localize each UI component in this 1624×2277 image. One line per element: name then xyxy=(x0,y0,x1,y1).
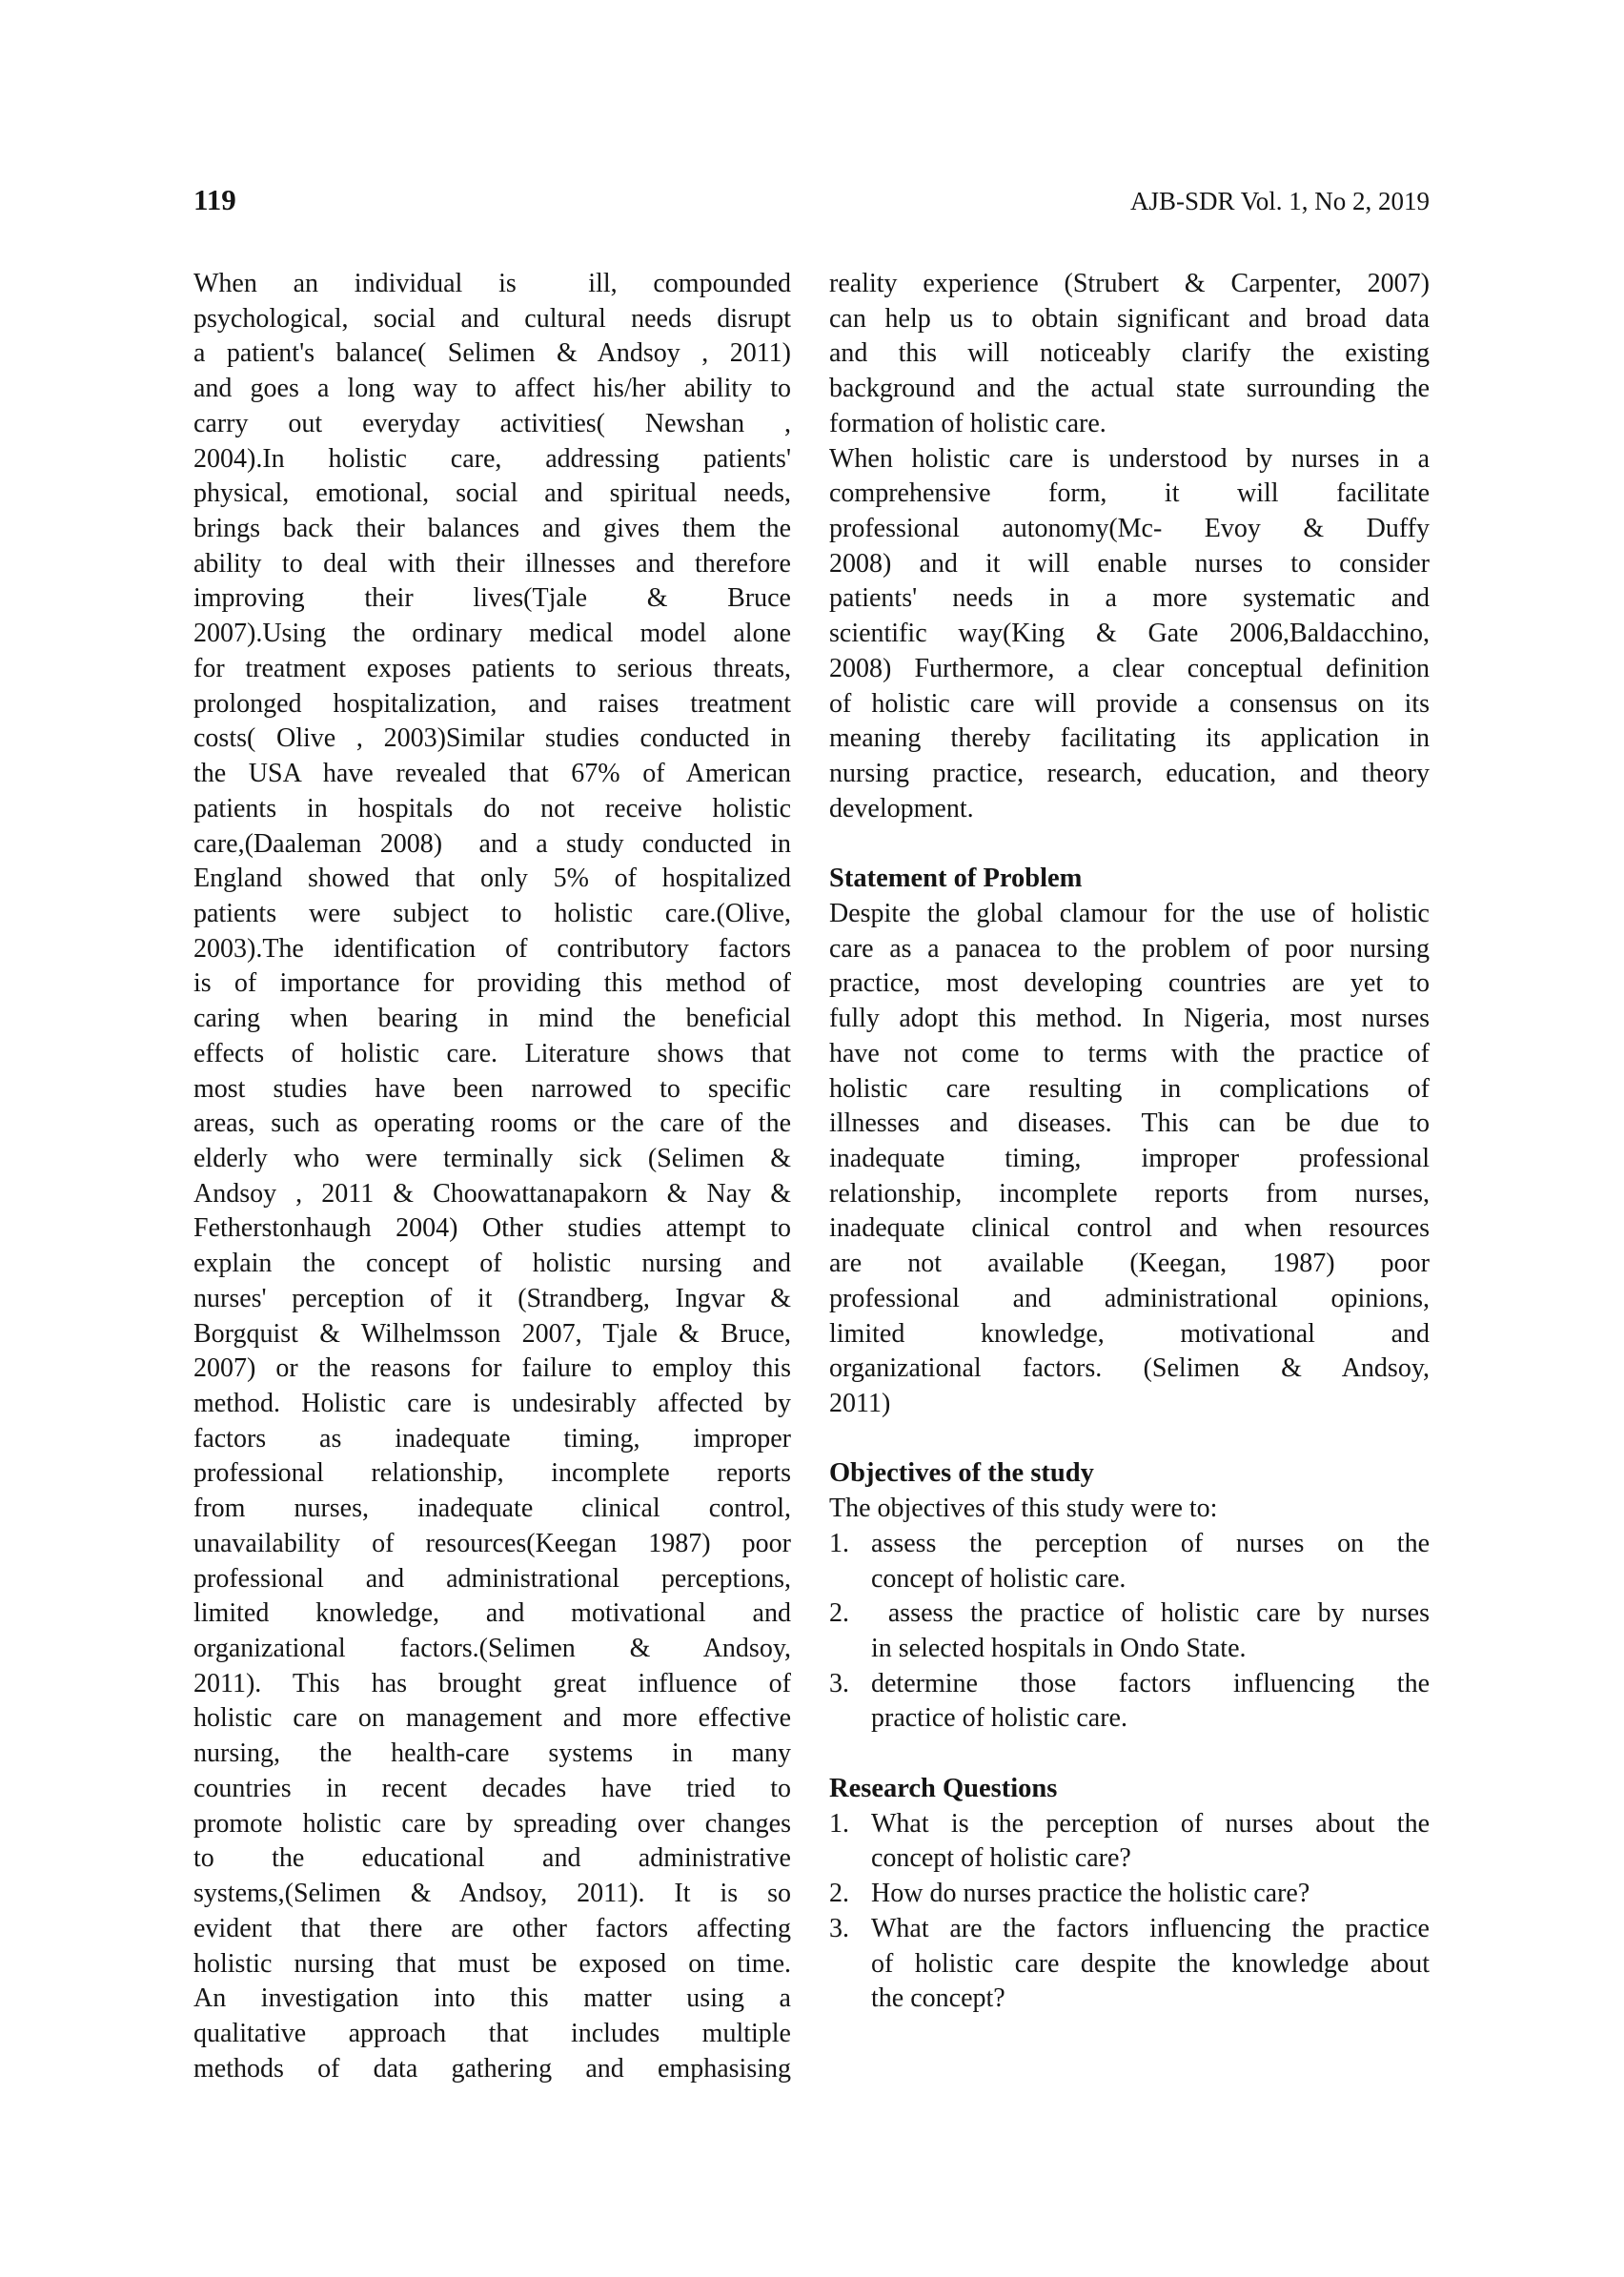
text-line: 2004).In holistic care, addressing patients' xyxy=(193,443,791,474)
text-line: have not come to terms with the practice of xyxy=(829,1038,1430,1068)
text-line: The objectives of this study were to: xyxy=(829,1494,1218,1524)
text-line: 2007).Using the ordinary medical model alone xyxy=(193,619,791,649)
list-item-text xyxy=(871,1912,1430,2017)
text-line: What is the perception of nurses about the xyxy=(871,1808,1430,1839)
journal-title: AJB-SDR Vol. 1, No 2, 2019 xyxy=(1129,187,1430,215)
text-line: practice, most developing countries are yet to xyxy=(829,968,1430,999)
text-line: of holistic care will provide a consensus on its xyxy=(829,688,1430,719)
text-line: carry out everyday activities( Newshan , xyxy=(193,408,791,438)
text-line: Borgquist & Wilhelmsson 2007, Tjale & Bruce, xyxy=(193,1318,791,1349)
text-line: care,(Daaleman 2008) and a study conducted in xyxy=(193,828,791,859)
list-item xyxy=(829,1807,1430,1877)
list-item xyxy=(829,1667,1430,1737)
list-item-number: 3. xyxy=(829,1668,849,1698)
text-line: countries in recent decades have tried to xyxy=(193,1773,791,1803)
text-line: most studies have been narrowed to specific xyxy=(193,1073,791,1104)
text-line: professional relationship, incomplete reports xyxy=(193,1458,791,1489)
text-line: formation of holistic care. xyxy=(829,408,1106,438)
text-line: limited knowledge, motivational and xyxy=(829,1318,1430,1349)
text-line: How do nurses practice the holistic care? xyxy=(871,1879,1310,1909)
text-line: evident that there are other factors affecting xyxy=(193,1913,791,1943)
text-line: scientific way(King & Gate 2006,Baldacchino, xyxy=(829,619,1430,649)
text-line: When holistic care is understood by nurses in a xyxy=(829,443,1430,474)
text-line: unavailability of resources(Keegan 1987) poor xyxy=(193,1528,791,1558)
text-line: illnesses and diseases. This can be due to xyxy=(829,1108,1430,1139)
text-line: improving their lives(Tjale & Bruce xyxy=(193,583,791,614)
text-line: Andsoy , 2011 & Choowattanapakorn & Nay & xyxy=(193,1178,791,1209)
text-line: nurses' perception of it (Strandberg, Ingvar & xyxy=(193,1283,791,1313)
text-line: caring when bearing in mind the beneficial xyxy=(193,1004,791,1034)
text-line: concept of holistic care? xyxy=(871,1843,1131,1874)
text-line: the concept? xyxy=(871,1983,1005,2014)
text-line: 2008) Furthermore, a clear conceptual definition xyxy=(829,653,1430,683)
text-line: 2011). This has brought great influence of xyxy=(193,1668,791,1698)
text-line: ability to deal with their illnesses and therefore xyxy=(193,548,791,579)
text-line: assess the practice of holistic care by nurses xyxy=(871,1598,1430,1629)
list-item-text xyxy=(871,1877,1430,1912)
text-line: professional and administrational perceptions, xyxy=(193,1563,791,1594)
text-line: to the educational and administrative xyxy=(193,1843,791,1874)
text-line: prolonged hospitalization, and raises treatment xyxy=(193,688,791,719)
text-line: of holistic care despite the knowledge about xyxy=(871,1948,1430,1979)
text-line: is of importance for providing this method of xyxy=(193,968,791,999)
text-line: 2011) xyxy=(829,1389,891,1418)
list-item xyxy=(829,1912,1430,2017)
text-line: comprehensive form, it will facilitate xyxy=(829,478,1430,509)
list-item-text xyxy=(871,1596,1430,1666)
text-line: Fetherstonhaugh 2004) Other studies attempt to xyxy=(193,1213,791,1244)
text-line: can help us to obtain significant and broad data xyxy=(829,303,1430,334)
text-line: organizational factors. (Selimen & Andsoy, xyxy=(829,1353,1430,1384)
list-item-number: 3. xyxy=(829,1913,849,1943)
text-line: inadequate timing, improper professional xyxy=(829,1143,1430,1173)
text-line: methods of data gathering and emphasising xyxy=(193,2053,791,2084)
page-header xyxy=(193,183,1430,217)
text-line: England showed that only 5% of hospitalized xyxy=(193,864,791,894)
text-line: qualitative approach that includes multiple xyxy=(193,2018,791,2048)
text-line: Despite the global clamour for the use of holistic xyxy=(829,898,1430,928)
list-item xyxy=(829,1527,1430,1596)
text-line: meaning thereby facilitating its application in xyxy=(829,723,1430,754)
paragraph-spacer xyxy=(829,827,1430,863)
text-line: professional autonomy(Mc- Evoy & Duffy xyxy=(829,514,1430,544)
text-line: nursing practice, research, education, and theory xyxy=(829,759,1430,789)
text-line: for treatment exposes patients to serious threats, xyxy=(193,653,791,683)
text-line: practice of holistic care. xyxy=(871,1703,1127,1734)
left-column xyxy=(193,267,791,2086)
text-line: fully adopt this method. In Nigeria, most nurses xyxy=(829,1004,1430,1034)
list-item-text xyxy=(871,1807,1430,1877)
paragraph-spacer xyxy=(829,1422,1430,1457)
text-line: 2007) or the reasons for failure to employ this xyxy=(193,1353,791,1384)
text-line: concept of holistic care. xyxy=(871,1563,1127,1594)
list-item-number: 1. xyxy=(829,1528,849,1558)
list-item xyxy=(829,1596,1430,1666)
text-line: inadequate clinical control and when resources xyxy=(829,1213,1430,1244)
text-line: brings back their balances and gives them the xyxy=(193,514,791,544)
text-line: patients were subject to holistic care.(Olive, xyxy=(193,898,791,928)
text-line: holistic nursing that must be exposed on time. xyxy=(193,1948,791,1979)
text-line: are not available (Keegan, 1987) poor xyxy=(829,1249,1430,1279)
section-heading: Objectives of the study xyxy=(829,1458,1094,1489)
list-item-number: 1. xyxy=(829,1808,849,1839)
text-line: areas, such as operating rooms or the care of the xyxy=(193,1108,791,1139)
text-line: explain the concept of holistic nursing and xyxy=(193,1249,791,1279)
list-item-text xyxy=(871,1667,1430,1737)
text-line: a patient's balance( Selimen & Andsoy , 2011) xyxy=(193,338,791,369)
text-line: 2003).The identification of contributory factors xyxy=(193,933,791,964)
text-line: What are the factors influencing the practice xyxy=(871,1913,1430,1943)
text-line: method. Holistic care is undesirably affected by xyxy=(193,1389,791,1418)
text-line: and this will noticeably clarify the existing xyxy=(829,338,1430,369)
text-line: holistic care resulting in complications of xyxy=(829,1073,1430,1104)
text-line: development. xyxy=(829,793,974,823)
text-line: from nurses, inadequate clinical control, xyxy=(193,1494,791,1524)
text-line: An investigation into this matter using a xyxy=(193,1983,791,2014)
text-line: factors as inadequate timing, improper xyxy=(193,1423,791,1454)
text-line: costs( Olive , 2003)Similar studies conducted in xyxy=(193,723,791,754)
text-line: reality experience (Strubert & Carpenter, 2007) xyxy=(829,269,1430,298)
text-line: psychological, social and cultural needs disrupt xyxy=(193,303,791,334)
text-line: holistic care on management and more effective xyxy=(193,1703,791,1734)
right-column xyxy=(829,267,1430,2017)
text-line: organizational factors.(Selimen & Andsoy, xyxy=(193,1634,791,1664)
section-heading: Research Questions xyxy=(829,1773,1058,1803)
text-line: in selected hospitals in Ondo State. xyxy=(871,1634,1247,1664)
text-line: When an individual is ill, compounded xyxy=(193,269,791,298)
text-line: patients' needs in a more systematic and xyxy=(829,583,1430,614)
text-line: determine those factors influencing the xyxy=(871,1668,1430,1698)
list-item xyxy=(829,1877,1430,1912)
text-line: promote holistic care by spreading over changes xyxy=(193,1808,791,1839)
text-line: care as a panacea to the problem of poor nursing xyxy=(829,933,1430,964)
text-line: physical, emotional, social and spiritual needs, xyxy=(193,478,791,509)
paragraph-spacer xyxy=(829,1737,1430,1772)
page-number: 119 xyxy=(193,183,236,216)
text-line: limited knowledge, and motivational and xyxy=(193,1598,791,1629)
text-line: effects of holistic care. Literature shows that xyxy=(193,1038,791,1068)
text-line: background and the actual state surrounding the xyxy=(829,374,1430,404)
text-line: patients in hospitals do not receive holistic xyxy=(193,793,791,823)
list-item-text xyxy=(871,1527,1430,1596)
text-line: the USA have revealed that 67% of American xyxy=(193,759,791,789)
text-line: elderly who were terminally sick (Selimen & xyxy=(193,1143,791,1173)
list-item-number: 2. xyxy=(829,1598,849,1629)
text-line: 2008) and it will enable nurses to consider xyxy=(829,548,1430,579)
section-heading: Statement of Problem xyxy=(829,864,1083,894)
text-line: professional and administrational opinions, xyxy=(829,1283,1430,1313)
text-line: systems,(Selimen & Andsoy, 2011). It is so xyxy=(193,1879,791,1909)
text-line: assess the perception of nurses on the xyxy=(871,1528,1430,1558)
text-line: relationship, incomplete reports from nurses, xyxy=(829,1178,1430,1209)
text-line: nursing, the health-care systems in many xyxy=(193,1738,791,1769)
text-line: and goes a long way to affect his/her ability to xyxy=(193,374,791,404)
list-item-number: 2. xyxy=(829,1879,849,1909)
